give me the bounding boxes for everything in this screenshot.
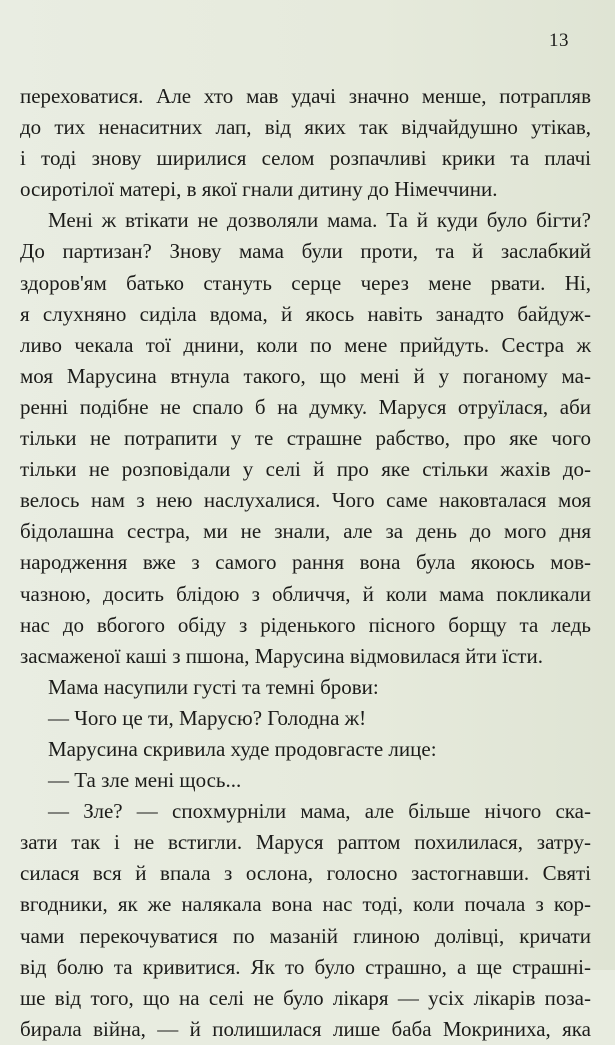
text-line: засмаженої каші з пшона, Марусина відмовилася йти їсти. [20, 643, 543, 668]
text-line: нас до вбогого обіду з ріденького пісного борщу та ледь [20, 612, 591, 637]
text-line: — Чого це ти, Марусю? Голодна ж! [48, 705, 367, 730]
page-number: 13 [549, 30, 569, 51]
text-line: Мама насупили густі та темні брови: [48, 674, 379, 699]
text-line: переховатися. Але хто мав удачі значно менше, потрапляв [20, 84, 591, 108]
text-line: бирала війна, — й полишилася лише баба Мокриниха, яка [20, 1016, 591, 1041]
text-line: — Та зле мені щось... [48, 768, 242, 793]
text-line: Мені ж втікати не дозволяли мама. Та й куди було бігти? [48, 208, 591, 233]
text-line: велось нам з нею наслухалися. Чого саме наковталася моя [20, 488, 591, 513]
text-line: силася вся й впала з ослона, голосно застогнавши. Святі [20, 861, 591, 886]
text-line: ренні подібне не спало б на думку. Маруся отруїлася, аби [20, 394, 591, 419]
text-line: осиротілої матері, в якої гнали дитину до Німеччини. [20, 177, 498, 202]
text-line: моя Марусина втнула такого, що мені й у поганому ма- [20, 363, 591, 388]
text-line: вгодники, як же налякала вона нас тоді, коли почала з кор- [20, 892, 591, 917]
text-line: бідолашна сестра, ми не знали, але за день до мого дня [20, 519, 591, 544]
text-line: — Зле? — спохмурніли мама, але більше нічого ска- [48, 799, 591, 824]
body-text [20, 81, 591, 1045]
text-line: Марусина скривила худе продовгасте лице: [48, 736, 437, 761]
text-line: ше від того, що на селі не було лікаря — усіх лікарів поза- [20, 985, 591, 1010]
text-line: чами перекочуватися по мазаній глиною долівці, кричати [20, 923, 591, 948]
text-line: тільки не потрапити у те страшне рабство, про яке чого [20, 426, 591, 451]
text-line: тільки не розповідали у селі й про яке стільки жахів до- [20, 457, 591, 482]
text-line: від болю та кривитися. Як то було страшно, а ще страшні- [20, 954, 591, 979]
text-line: до тих ненаситних лап, від яких так відчайдушно утікав, [20, 115, 591, 140]
text-line: чазною, досить блідою з обличчя, й коли мама покликали [20, 581, 591, 606]
text-line: і тоді знову ширилися селом розпачливі крики та плачі [20, 146, 591, 171]
text-line: народження вже з самого рання вона була якоюсь мов- [20, 550, 591, 575]
text-line: здоров'ям батько стануть серце через мене рвати. Ні, [20, 270, 591, 295]
text-line: я слухняно сиділа вдома, й якось навіть занадто байдуж- [20, 301, 591, 326]
text-line: зати так і не встигли. Маруся раптом похилилася, затру- [20, 830, 591, 855]
text-line: До партизан? Знову мама були проти, та й заслабкий [20, 239, 591, 264]
text-line: ливо чекала тої днини, коли по мене прийдуть. Сестра ж [20, 332, 591, 357]
